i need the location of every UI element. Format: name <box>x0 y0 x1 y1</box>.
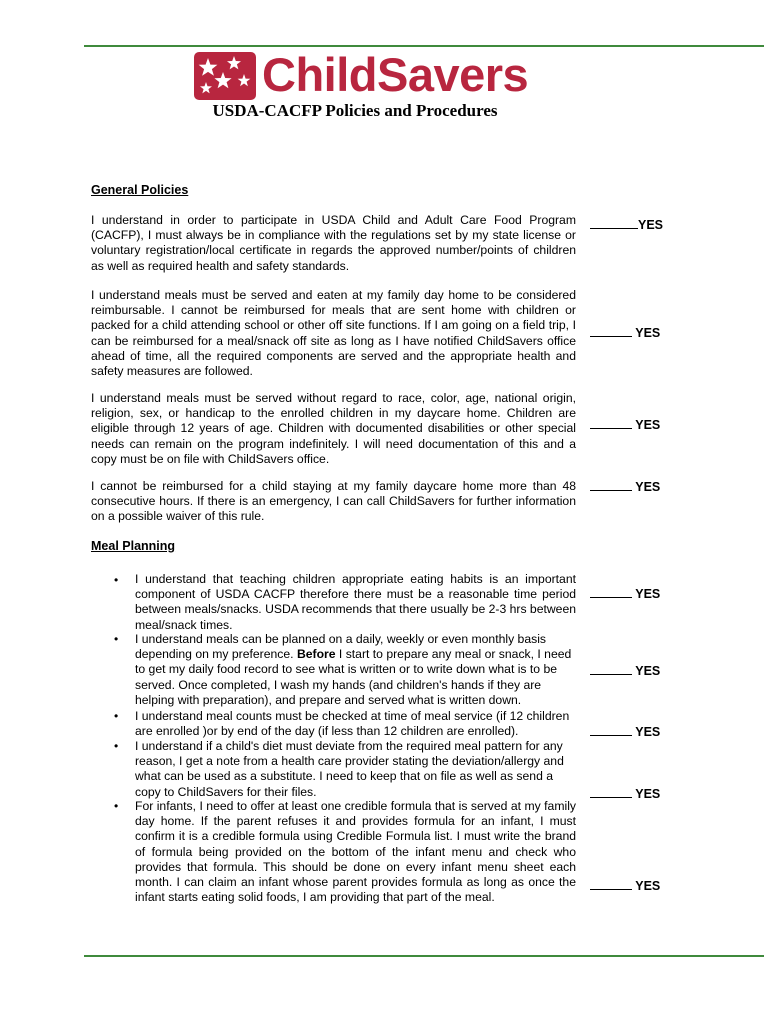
general-policy-3: I understand meals must be served without regard to race, color, age, national origin, religion, sex, or handicap to the enrolled children in my daycare home. Children are eligible through 12 years of age. Children with documented disabilities or other special needs can remain on the program indefinitely. I will need documentation of this and a copy must be on file with ChildSavers office. <box>91 391 576 466</box>
bullet-icon: • <box>114 799 119 813</box>
yes-field-general-2[interactable]: YES <box>590 326 660 340</box>
general-policy-4: I cannot be reimbursed for a child staying at my family daycare home more than 48 consecutive hours. If there is an emergency, I can call ChildSavers for further information on a possible waiver of this rule. <box>91 479 576 524</box>
bullet-icon: • <box>114 739 119 753</box>
yes-field-general-1[interactable]: YES <box>590 218 663 232</box>
yes-field-general-3[interactable]: YES <box>590 418 660 432</box>
meal-item-4: I understand if a child's diet must deviate from the required meal pattern for any reason, I get a note from a health care provider stating the deviation/allergy and what can be used as a substitute. I need to keep that on file as well as send a copy to ChildSavers for their files. <box>135 739 564 799</box>
general-policy-2: I understand meals must be served and eaten at my family day home to be considered reimbursable. I cannot be reimbursed for meals that are sent home with children or packed for a child attending school or other off site functions. If I am going on a field trip, I can be reimbursed for a meal/snack off site as long as I have notified ChildSavers office ahead of time, all the required components are served and the appropriate health and safety measures are followed. <box>91 288 576 379</box>
yes-field-meal-2[interactable]: YES <box>590 664 660 678</box>
yes-field-meal-3[interactable]: YES <box>590 725 660 739</box>
stars-logo-icon <box>194 52 256 100</box>
bullet-icon: • <box>114 632 119 646</box>
section-heading-meal: Meal Planning <box>91 539 176 553</box>
logo-wordmark: ChildSavers <box>262 48 529 101</box>
meal-item-5: For infants, I need to offer at least one credible formula that is served at my family day home. If the parent refuses it and provides formula for an infant, I must confirm it is a credible formula using Credible Formula list. I must write the brand of formula being provided on the bottom of the infant menu and check who provides that formula. This should be done on every infant menu sheet each month. I can claim an infant whose parent provides formula as long as once the infant starts eating solid foods, I am providing that part of the meal. <box>135 799 576 905</box>
yes-field-meal-5[interactable]: YES <box>590 879 660 893</box>
meal-item-3: I understand meal counts must be checked at time of meal service (if 12 children are enrolled )or by end of the day (if less than 12 children are enrolled). <box>135 709 570 739</box>
yes-field-meal-1[interactable]: YES <box>590 587 660 601</box>
bottom-divider <box>84 955 764 957</box>
childsavers-logo <box>194 48 529 102</box>
meal-item-2: I understand meals can be planned on a daily, weekly or even monthly basis depending on my preference. Before I start to prepare any meal or snack, I need to get my daily food record to see what is written or to write down what is to be served. Once completed, I wash my hands (and children's hands if they are helping with preparation), and prepare and served what is written down. <box>135 632 572 707</box>
section-heading-general: General Policies <box>91 183 189 197</box>
bullet-icon: • <box>114 573 119 587</box>
yes-field-meal-4[interactable]: YES <box>590 787 660 801</box>
yes-field-general-4[interactable]: YES <box>590 480 660 494</box>
meal-item-1: I understand that teaching children appropriate eating habits is an important component of USDA CACFP therefore there must be a reasonable time period between meals/snacks. USDA recommends that there usually be 2-3 hrs between meal/snack times. <box>135 572 577 632</box>
general-policy-1: I understand in order to participate in USDA Child and Adult Care Food Program (CACFP), I must always be in compliance with the regulations set by my state license or voluntary registration/local certificate in regards the approved number/points of children as well as required health and safety standards. <box>91 213 576 273</box>
document-title: USDA-CACFP Policies and Procedures <box>212 101 498 120</box>
bullet-icon: • <box>114 709 119 723</box>
